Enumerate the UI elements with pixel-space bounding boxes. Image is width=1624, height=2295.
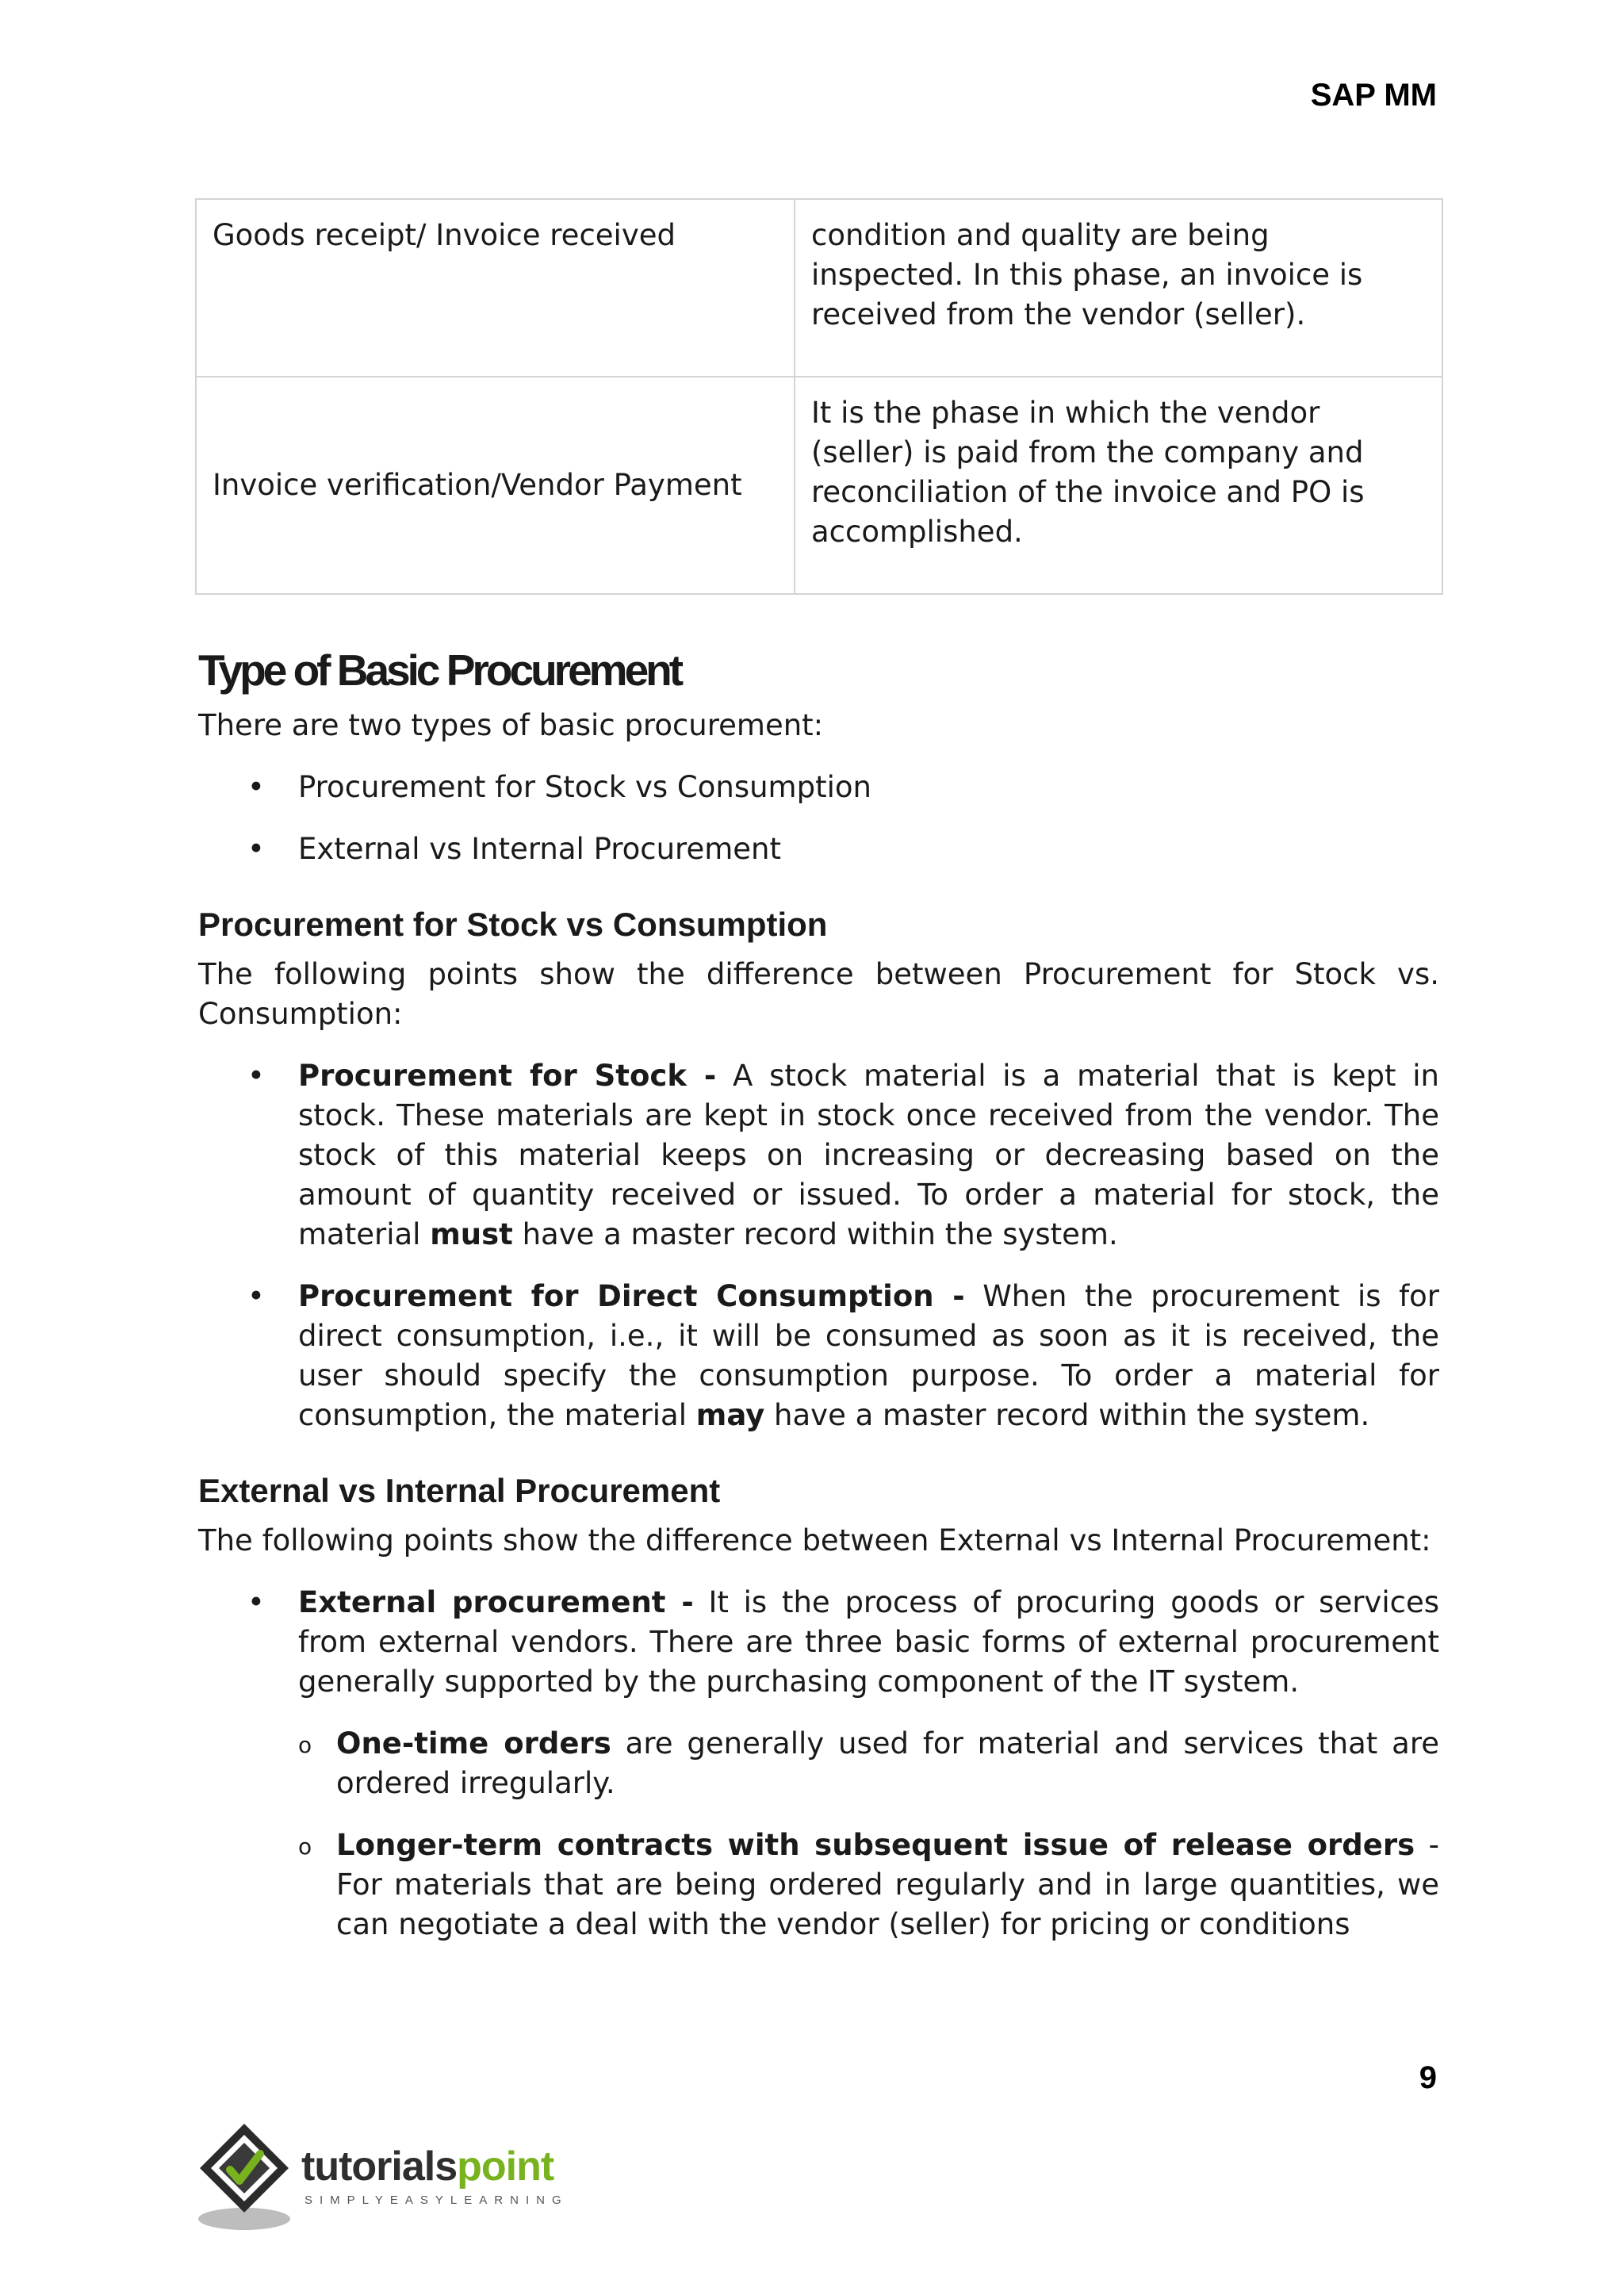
- description: It is the process of procuring goods or services from external vendors. There are three basic forms of external procurement generally supported by the purchasing component of the IT system.: [298, 1585, 1439, 1699]
- list-item: [298, 1056, 1439, 1255]
- external-internal-list: [198, 1583, 1439, 1944]
- term: External procurement -: [298, 1585, 694, 1619]
- list-item: [336, 1724, 1439, 1803]
- description: have a master record within the system.: [512, 1217, 1118, 1251]
- list-item: [298, 1277, 1439, 1435]
- list-item: [298, 1583, 1439, 1944]
- section-intro: There are two types of basic procurement:: [198, 708, 824, 742]
- term: One-time orders: [336, 1726, 611, 1761]
- procurement-steps-table: [195, 198, 1443, 595]
- logo-emblem-icon: [195, 2117, 306, 2236]
- procurement-types-list: [198, 768, 1439, 869]
- description: are generally used for material and services that are ordered irregularly.: [336, 1726, 1439, 1800]
- section-intro: The following points show the difference between External vs Internal Procurement:: [198, 1523, 1431, 1557]
- table-cell-description: condition and quality are being inspected. In this phase, an invoice is received from the vendor (seller).: [795, 199, 1442, 377]
- description: A stock material is a material that is kept in stock. These materials are kept in stock once received from the vendor. The stock of this material keeps on increasing or decreasing based on the amount of quantity received or issued. To order a material for stock, the material: [298, 1059, 1439, 1251]
- tutorialspoint-logo: [195, 2117, 576, 2236]
- section-heading-basic-procurement: Type of Basic Procurement: [198, 646, 681, 695]
- emphasis: may: [695, 1398, 765, 1432]
- term: Longer-term contracts with subsequent issue of release orders: [336, 1828, 1415, 1862]
- section-intro: The following points show the difference between Procurement for Stock vs. Consumption:: [198, 957, 1439, 1031]
- term: Procurement for Direct Consumption -: [298, 1279, 965, 1313]
- description: - For materials that are being ordered regularly and in large quantities, we can negotiate a deal with the vendor (seller) for pricing or conditions: [336, 1828, 1439, 1941]
- list-item: • External vs Internal Procurement: [298, 829, 1439, 869]
- description: When the procurement is for direct consumption, i.e., it will be consumed as soon as it is received, the user should specify the consumption purpose. To order a material for consumption, the material: [298, 1279, 1440, 1432]
- section-heading-stock-vs-consumption: Procurement for Stock vs Consumption: [198, 906, 828, 943]
- table-row: [196, 377, 1442, 594]
- list-item: • Procurement for Stock vs Consumption: [298, 768, 1439, 807]
- table-cell-description: It is the phase in which the vendor (seller) is paid from the company and reconciliation of the invoice and PO is accomplished.: [795, 377, 1442, 594]
- stock-consumption-list: [198, 1056, 1439, 1435]
- external-forms-list: [298, 1724, 1439, 1944]
- table-cell-step: Goods receipt/ Invoice received: [196, 199, 795, 377]
- logo-wordmark: tutorialspoint: [301, 2144, 554, 2190]
- emphasis: must: [430, 1217, 513, 1251]
- page-number: 9: [1419, 2060, 1437, 2095]
- main-content: [198, 630, 1439, 1944]
- page-header-title: SAP MM: [1310, 78, 1437, 113]
- table-row: [196, 199, 1442, 377]
- section-heading-external-vs-internal: External vs Internal Procurement: [198, 1472, 721, 1509]
- table-cell-step: Invoice verification/Vendor Payment: [196, 377, 795, 594]
- logo-tagline: SIMPLYEASYLEARNING: [304, 2193, 569, 2207]
- list-item: [336, 1826, 1439, 1944]
- term: Procurement for Stock -: [298, 1059, 717, 1093]
- description: have a master record within the system.: [764, 1398, 1370, 1432]
